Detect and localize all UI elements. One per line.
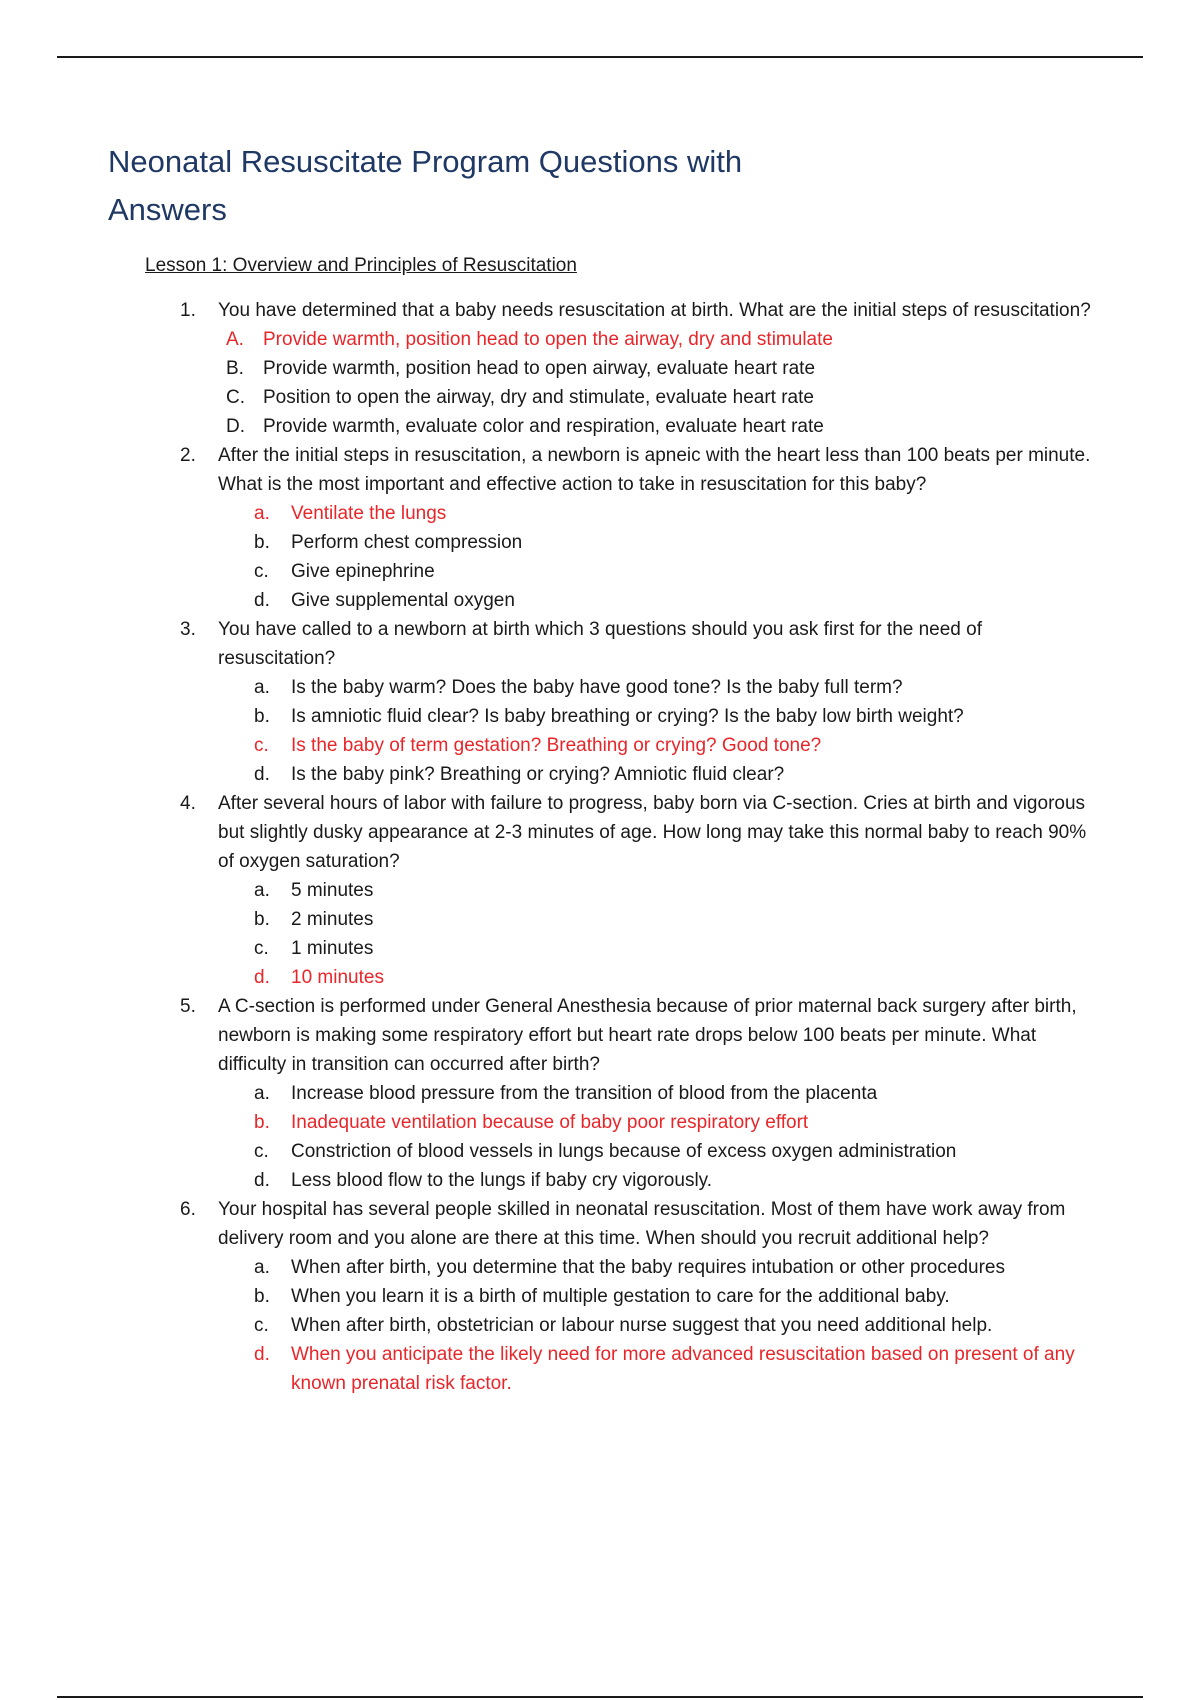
option-text: 5 minutes: [291, 880, 374, 901]
answer-option: [254, 1166, 1100, 1195]
page-title-line-1: Neonatal Resuscitate Program Questions with: [108, 144, 743, 179]
option-text: Is amniotic fluid clear? Is baby breathing or crying? Is the baby low birth weight?: [291, 706, 964, 727]
option-text: Position to open the airway, dry and stimulate, evaluate heart rate: [263, 387, 814, 408]
option-letter: d.: [254, 967, 270, 988]
answer-options: [254, 673, 1100, 789]
answer-option: [254, 876, 1100, 905]
question-number: 3.: [180, 619, 196, 640]
option-letter: c.: [254, 1141, 269, 1162]
answer-option: [226, 412, 1100, 441]
answer-option: [254, 905, 1100, 934]
option-text: When you learn it is a birth of multiple gestation to care for the additional baby.: [291, 1286, 950, 1307]
option-text: Constriction of blood vessels in lungs because of excess oxygen administration: [291, 1141, 957, 1162]
option-text: Provide warmth, evaluate color and respiration, evaluate heart rate: [263, 416, 824, 437]
question-5: [180, 992, 1100, 1195]
answer-option: [254, 1079, 1100, 1108]
option-text: Increase blood pressure from the transition of blood from the placenta: [291, 1083, 878, 1104]
answer-option: [254, 673, 1100, 702]
page-title-line-2: Answers: [108, 192, 227, 227]
option-letter: A.: [226, 329, 244, 350]
answer-options: [254, 1253, 1100, 1398]
option-letter: d.: [254, 764, 270, 785]
answer-option-correct: [254, 499, 1100, 528]
question-4: [180, 789, 1100, 992]
question-text: After the initial steps in resuscitation, a newborn is apneic with the heart less than 100 beats per minute. What is the most important and effective action to take in resuscitation for this baby?: [218, 445, 1091, 495]
option-text: Less blood flow to the lungs if baby cry vigorously.: [291, 1170, 713, 1191]
option-text: Inadequate ventilation because of baby poor respiratory effort: [291, 1112, 809, 1133]
answer-option: [254, 1137, 1100, 1166]
answer-option: [254, 586, 1100, 615]
answer-option: [254, 1253, 1100, 1282]
option-letter: a.: [254, 677, 270, 698]
option-letter: a.: [254, 503, 270, 524]
option-letter: B.: [226, 358, 244, 379]
question-number: 5.: [180, 996, 196, 1017]
bottom-rule: [57, 1696, 1143, 1698]
option-letter: c.: [254, 735, 269, 756]
answer-option: [254, 1311, 1100, 1340]
option-letter: c.: [254, 561, 269, 582]
page-title: [108, 138, 1008, 234]
option-text: When after birth, you determine that the baby requires intubation or other procedures: [291, 1257, 1005, 1278]
option-text: Provide warmth, position head to open the airway, dry and stimulate: [263, 329, 833, 350]
option-text: Give supplemental oxygen: [291, 590, 515, 611]
answer-options: [254, 499, 1100, 615]
option-letter: a.: [254, 1257, 270, 1278]
option-text: 2 minutes: [291, 909, 374, 930]
question-3: [180, 615, 1100, 789]
option-letter: C.: [226, 387, 245, 408]
question-text: After several hours of labor with failure to progress, baby born via C-section. Cries at birth and vigorous but slightly dusky appearance at 2-3 minutes of age. How long may take this normal baby to reach 90% of oxygen saturation?: [218, 793, 1087, 872]
answer-option: [254, 557, 1100, 586]
question-list: [180, 296, 1100, 1398]
question-number: 2.: [180, 445, 196, 466]
option-text: Perform chest compression: [291, 532, 523, 553]
option-letter: D.: [226, 416, 245, 437]
option-letter: a.: [254, 1083, 270, 1104]
question-2: [180, 441, 1100, 615]
option-text: Give epinephrine: [291, 561, 435, 582]
question-1: [180, 296, 1100, 441]
option-text: Provide warmth, position head to open airway, evaluate heart rate: [263, 358, 816, 379]
option-letter: d.: [254, 1344, 270, 1365]
answer-option: [226, 354, 1100, 383]
option-letter: b.: [254, 909, 270, 930]
option-letter: a.: [254, 880, 270, 901]
option-text: When you anticipate the likely need for more advanced resuscitation based on present of any known prenatal risk factor.: [291, 1344, 1075, 1394]
option-letter: b.: [254, 1286, 270, 1307]
option-letter: b.: [254, 1112, 270, 1133]
option-letter: b.: [254, 706, 270, 727]
answer-options: [226, 325, 1100, 441]
answer-options: [254, 1079, 1100, 1195]
top-rule: [57, 56, 1143, 58]
option-text: 1 minutes: [291, 938, 374, 959]
option-text: Ventilate the lungs: [291, 503, 447, 524]
option-text: When after birth, obstetrician or labour nurse suggest that you need additional help.: [291, 1315, 993, 1336]
answer-option: [254, 760, 1100, 789]
option-letter: c.: [254, 938, 269, 959]
question-number: 1.: [180, 300, 196, 321]
question-text: You have called to a newborn at birth which 3 questions should you ask first for the need of resuscitation?: [218, 619, 982, 669]
answer-option: [254, 702, 1100, 731]
question-text: You have determined that a baby needs resuscitation at birth. What are the initial steps of resuscitation?: [218, 300, 1091, 321]
answer-option: [226, 383, 1100, 412]
question-number: 6.: [180, 1199, 196, 1220]
question-text: A C-section is performed under General Anesthesia because of prior maternal back surgery after birth, newborn is making some respiratory effort but heart rate drops below 100 beats per minute. What difficulty in transition can occurred after birth?: [218, 996, 1077, 1075]
answer-option-correct: [254, 1108, 1100, 1137]
option-text: Is the baby pink? Breathing or crying? Amniotic fluid clear?: [291, 764, 785, 785]
option-text: Is the baby of term gestation? Breathing or crying? Good tone?: [291, 735, 822, 756]
answer-option: [254, 1282, 1100, 1311]
question-text: Your hospital has several people skilled in neonatal resuscitation. Most of them have work away from delivery room and you alone are there at this time. When should you recruit additional help?: [218, 1199, 1066, 1249]
answer-option-correct: [254, 963, 1100, 992]
option-letter: d.: [254, 1170, 270, 1191]
answer-option: [254, 934, 1100, 963]
answer-option-correct: [254, 731, 1100, 760]
question-number: 4.: [180, 793, 196, 814]
answer-option-correct: [226, 325, 1100, 354]
option-text: 10 minutes: [291, 967, 384, 988]
answer-option-correct: [254, 1340, 1100, 1398]
answer-option: [254, 528, 1100, 557]
option-letter: b.: [254, 532, 270, 553]
question-6: [180, 1195, 1100, 1398]
option-letter: c.: [254, 1315, 269, 1336]
answer-options: [254, 876, 1100, 992]
option-letter: d.: [254, 590, 270, 611]
option-text: Is the baby warm? Does the baby have good tone? Is the baby full term?: [291, 677, 903, 698]
lesson-heading: Lesson 1: Overview and Principles of Resuscitation: [145, 255, 577, 276]
